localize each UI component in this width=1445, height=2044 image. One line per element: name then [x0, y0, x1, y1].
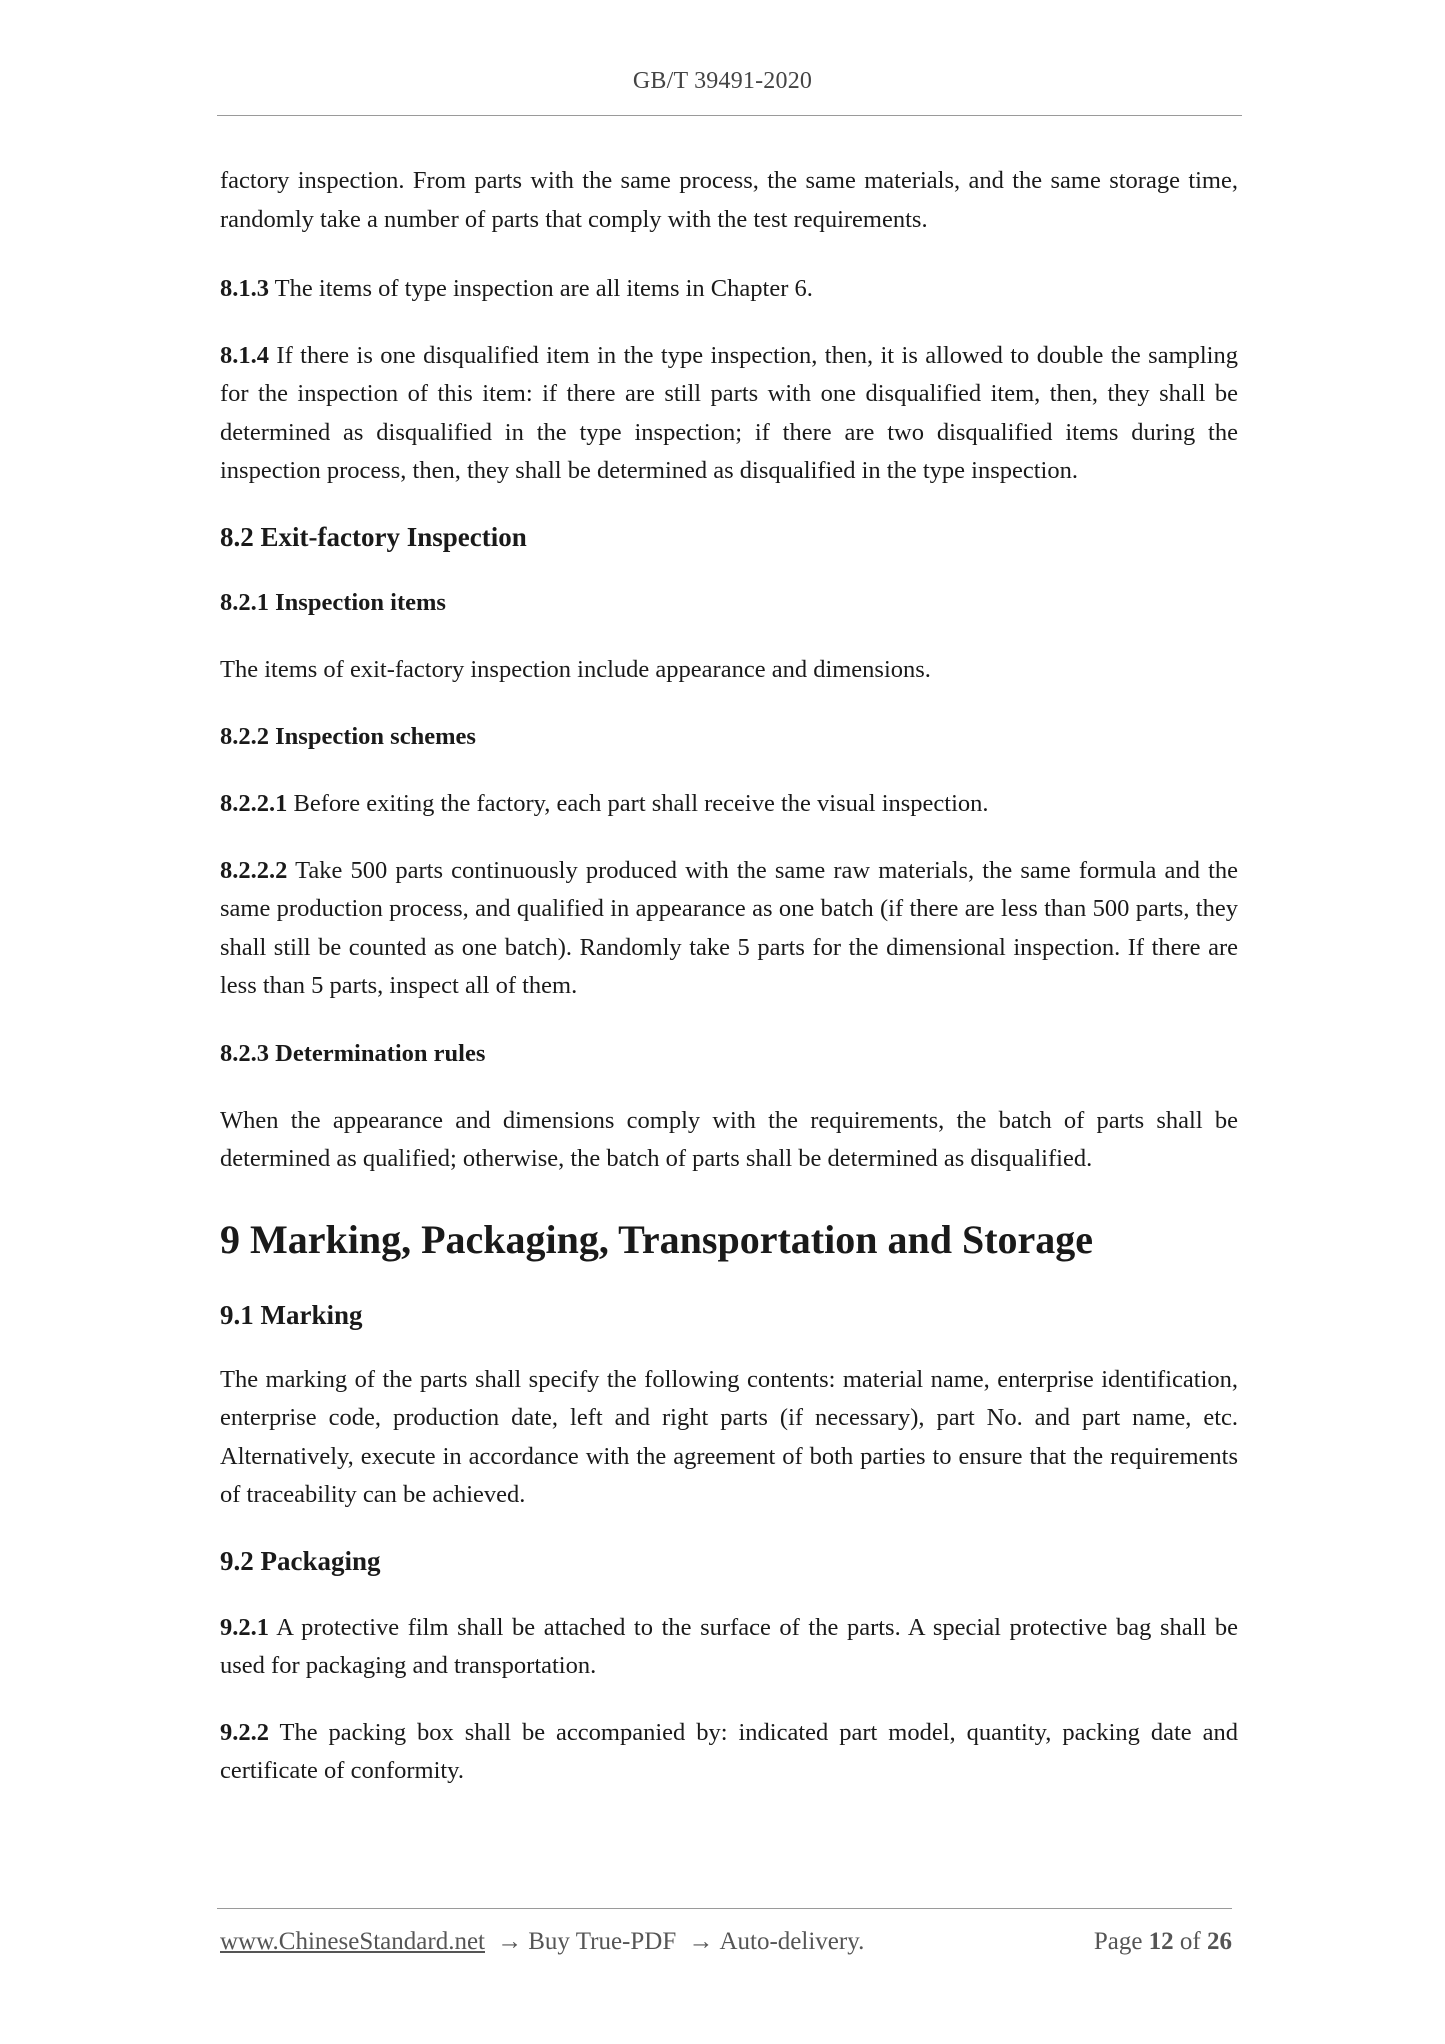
- clause-number: 8.1.4: [220, 341, 269, 369]
- heading-8-2: 8.2 Exit-factory Inspection: [220, 521, 527, 552]
- footer-rule: [217, 1908, 1232, 1909]
- paragraph-8-2-1: The items of exit-factory inspection include appearance and dimensions.: [220, 655, 931, 683]
- clause-8-2-2-1: [220, 785, 1238, 824]
- heading-8-2-1: 8.2.1 Inspection items: [220, 588, 446, 616]
- buy-true-pdf-text: Buy True-PDF: [528, 1928, 677, 1955]
- clause-8-1-4: [220, 337, 1238, 491]
- page-word: Page: [1093, 1928, 1143, 1955]
- clause-number: 9.2.1: [220, 1613, 269, 1641]
- arrow-right-icon: →: [497, 1928, 523, 1955]
- paragraph-8-2-3: When the appearance and dimensions comply with the requirements, the batch of parts shall be determined as qualified; otherwise, the batch of parts shall be determined as disqualified.: [220, 1106, 1238, 1172]
- clause-8-2-2-2: [220, 852, 1238, 1006]
- clause-text: The packing box shall be accompanied by: indicated part model, quantity, packing date and certificate of conformity.: [220, 1718, 1238, 1784]
- clause-number: 8.2.2.2: [220, 856, 288, 884]
- clause-text: The items of type inspection are all items in Chapter 6.: [269, 275, 813, 302]
- clause-text: If there is one disqualified item in the type inspection, then, it is allowed to double the sampling for the inspection of this item: if there are still parts with one disqualified item, then, they shall be determined as disqualified in the type inspection; if there are two disqualified items during the inspection process, then, they shall be determined as disqualified in the type inspection.: [220, 341, 1238, 484]
- current-page: 12: [1148, 1928, 1174, 1955]
- total-pages: 26: [1207, 1928, 1232, 1955]
- clause-number: 8.1.3: [220, 275, 269, 302]
- running-header: GB/T 39491-2020: [632, 68, 813, 94]
- paragraph-intro: factory inspection. From parts with the same process, the same materials, and the same storage time, randomly take a number of parts that comply with the test requirements.: [220, 167, 1238, 233]
- footer-links: [220, 1928, 864, 1956]
- clause-number: 8.2.2.1: [220, 790, 288, 817]
- heading-9-2: 9.2 Packaging: [220, 1545, 381, 1576]
- clause-text: A protective film shall be attached to the surface of the parts. A special protective bag shall be used for packaging and transportation.: [220, 1613, 1238, 1679]
- clause-number: 9.2.2: [220, 1718, 269, 1746]
- of-word: of: [1179, 1928, 1201, 1955]
- heading-9-1: 9.1 Marking: [220, 1299, 363, 1330]
- page-footer: [220, 1928, 1232, 1968]
- clause-9-2-2: [220, 1714, 1238, 1791]
- page-number: [1094, 1928, 1232, 1956]
- clause-text: Before exiting the factory, each part shall receive the visual inspection.: [287, 790, 989, 817]
- clause-8-1-3: [220, 270, 1238, 309]
- heading-8-2-3: 8.2.3 Determination rules: [220, 1039, 486, 1067]
- clause-text: Take 500 parts continuously produced with the same raw materials, the same formula and the same production process, and qualified in appearance as one batch (if there are less than 500 parts, they shall still be counted as one batch). Randomly take 5 parts for the dimensional inspection. If there are less than 5 parts, inspect all of them.: [220, 856, 1238, 999]
- page-body: [220, 162, 1238, 1791]
- chinesestandard-link[interactable]: www.ChineseStandard.net: [220, 1928, 485, 1955]
- clause-9-2-1: [220, 1609, 1238, 1686]
- heading-8-2-2: 8.2.2 Inspection schemes: [220, 723, 476, 750]
- paragraph-9-1: The marking of the parts shall specify the following contents: material name, enterprise identification, enterprise code, production date, left and right parts (if necessary), part No. and part name, etc. Alternatively, execute in accordance with the agreement of both parties to ensure that the requirements of traceability can be achieved.: [220, 1365, 1238, 1508]
- heading-chapter-9: 9 Marking, Packaging, Transportation and Storage: [220, 1216, 1094, 1262]
- auto-delivery-text: Auto-delivery.: [719, 1928, 865, 1955]
- header-rule: [217, 115, 1242, 116]
- arrow-right-icon: →: [688, 1928, 714, 1955]
